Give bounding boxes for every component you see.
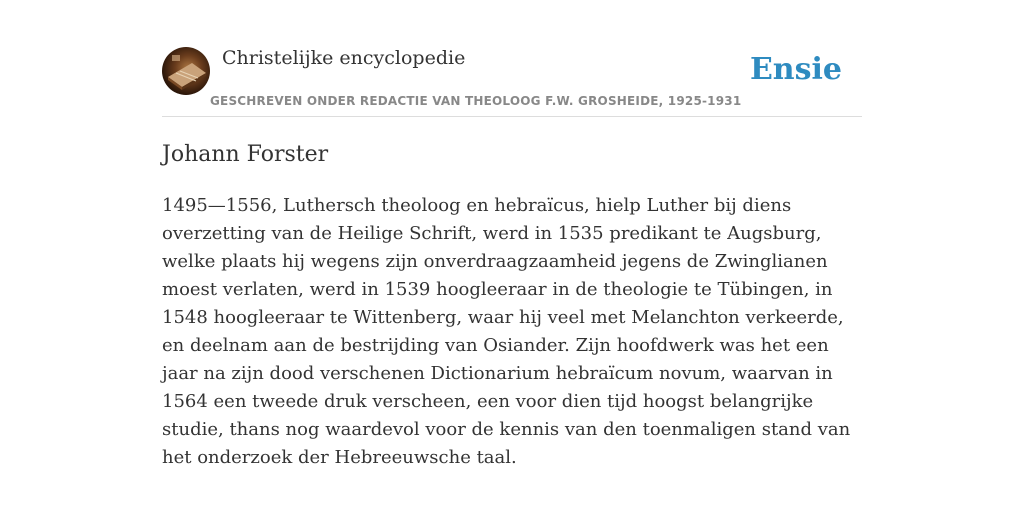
site-header — [162, 46, 862, 117]
brand-logo[interactable]: Ensie — [749, 52, 842, 87]
entry-title: Johann Forster — [162, 142, 329, 167]
book-photo-icon[interactable] — [162, 47, 210, 95]
entry-body: 1495—1556, Luthersch theoloog en hebraïcus, hielp Luther bij diens overzetting van de Heilige Schrift, werd in 1535 predikant te Augsburg, welke plaats hij wegens zijn onverdraagzaamheid jegens de Zwinglianen moest verlaten, werd in 1539 hoogleeraar in de theologie te Tübingen, in 1548 hoogleeraar te Wittenberg, waar hij veel met Melanchton verkeerde, en deelnam aan de bestrijding van Osiander. Zijn hoofdwerk was het een jaar na zijn dood verschenen Dictionarium hebraïcum novum, waarvan in 1564 een tweede druk verscheen, een voor dien tijd hoogst belangrijke studie, thans nog waardevol voor de kennis van den toenmaligen stand van het onderzoek der Hebreeuwsche taal. — [162, 195, 851, 468]
site-title[interactable]: Christelijke encyclopedie — [222, 47, 466, 69]
site-subtitle: GESCHREVEN ONDER REDACTIE VAN THEOLOOG F.W. GROSHEIDE, 1925-1931 — [210, 94, 742, 108]
